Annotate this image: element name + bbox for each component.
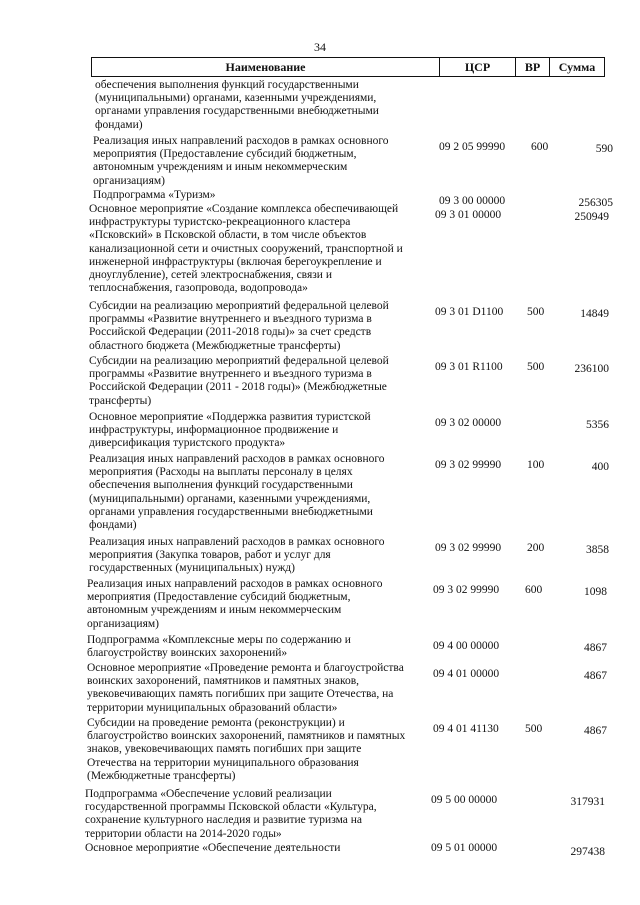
column-header-sum: Сумма (558, 59, 596, 74)
row-vr: 100 (527, 459, 545, 471)
row-vr: 500 (527, 306, 545, 318)
row-name: Подпрограмма «Обеспечение условий реализации государственной программы Псковской области «Культура, сохранение культурного наследия и развитие туризма на территории области на 2014-2020 годы» (85, 788, 377, 840)
row-name: обеспечения выполнения функций государственными (муниципальными) органами, казенными учреждениями, органами управления государственными внебюджетными фондами) (95, 79, 379, 131)
row-sum: 590 (595, 143, 613, 155)
row-name: Подпрограмма «Туризм» (93, 189, 216, 201)
row-name: Реализация иных направлений расходов в рамках основного мероприятия (Предоставление субсидий бюджетным, автономным учреждениям и иным некоммерческим организациям) (87, 578, 383, 630)
row-csr: 09 4 01 00000 (433, 668, 500, 680)
row-sum: 250949 (574, 211, 609, 223)
column-header-csr: ЦСР (440, 58, 516, 76)
row-sum: 1098 (584, 586, 607, 598)
row-vr: 600 (531, 141, 549, 153)
row-sum: 317931 (570, 796, 605, 808)
row-sum: 4867 (584, 642, 607, 654)
row-sum: 14849 (580, 308, 609, 320)
row-name: Основное мероприятие «Проведение ремонта и благоустройства воинских захоронений, памятников и памятных знаков, увековечивающих память погибших при защите Отечества, на территории муниципальных образований области» (87, 662, 404, 714)
row-csr: 09 3 01 R1100 (435, 361, 503, 373)
row-name: Субсидии на проведение ремонта (реконструкции) и благоустройство воинских захоронений, памятников и памятных знаков, увековечивающих память погибших при защите Отечества на территории муниципального образования (Межбюджетные трансферты) (87, 717, 406, 782)
row-name: Субсидии на реализацию мероприятий федеральной целевой программы «Развитие внутреннего и въездного туризма в Российской Федерации (2011-2018 годы)» за счет средств областного бюджета (Межбюджетные трансферты) (89, 300, 389, 352)
row-name: Основное мероприятие «Поддержка развития туристской инфраструктуры, информационное продвижение и диверсификация туристского продукта» (89, 411, 371, 450)
row-csr: 09 3 00 00000 (439, 195, 506, 207)
row-csr: 09 3 01 D1100 (435, 306, 504, 318)
page-number: 34 (314, 40, 326, 54)
row-csr: 09 5 01 00000 (431, 842, 498, 854)
row-vr: 500 (525, 723, 543, 735)
column-header-vr: ВР (516, 58, 550, 76)
row-sum: 4867 (584, 725, 607, 737)
row-csr: 09 4 00 00000 (433, 640, 500, 652)
row-csr: 09 5 00 00000 (431, 794, 498, 806)
row-vr: 200 (527, 542, 545, 554)
row-vr: 500 (527, 361, 545, 373)
row-vr: 600 (525, 584, 543, 596)
row-csr: 09 3 02 99990 (433, 584, 500, 596)
table-header (91, 57, 605, 77)
row-name: Основное мероприятие «Обеспечение деятельности (85, 842, 341, 854)
row-sum: 400 (591, 461, 609, 473)
row-csr: 09 3 01 00000 (435, 209, 502, 221)
column-header-name: Наименование (92, 58, 440, 76)
row-name: Реализация иных направлений расходов в рамках основного мероприятия (Закупка товаров, работ и услуг для государственных (муниципальных) нужд) (89, 536, 385, 575)
row-sum: 256305 (578, 197, 613, 209)
row-sum: 5356 (586, 419, 609, 431)
row-name: Подпрограмма «Комплексные меры по содержанию и благоустройству воинских захоронений» (87, 634, 351, 660)
row-name: Реализация иных направлений расходов в рамках основного мероприятия (Расходы на выплаты персоналу в целях обеспечения выполнения функций государственными (муниципальными) органами, казенными учреждениями, органами управления государственными внебюджетными фондами) (89, 453, 385, 532)
row-csr: 09 3 02 00000 (435, 417, 502, 429)
row-csr: 09 3 02 99990 (435, 459, 502, 471)
row-name: Реализация иных направлений расходов в рамках основного мероприятия (Предоставление субсидий бюджетным, автономным учреждениям и иным некоммерческим организациям) (93, 135, 389, 187)
row-sum: 297438 (570, 846, 605, 858)
row-csr: 09 2 05 99990 (439, 141, 506, 153)
row-sum: 236100 (574, 363, 609, 375)
row-name: Субсидии на реализацию мероприятий федеральной целевой программы «Развитие внутреннего и въездного туризма в Российской Федерации (2011 - 2018 годы)» (Межбюджетные трансферты) (89, 355, 389, 407)
row-sum: 3858 (586, 544, 609, 556)
row-csr: 09 4 01 41130 (433, 723, 499, 735)
row-sum: 4867 (584, 670, 607, 682)
row-name: Основное мероприятие «Создание комплекса обеспечивающей инфраструктуры туристско-рекреационного кластера «Псковский» в Псковской области, в том числе объектов канализационной сети и очистных сооружений, транспортной и инженерной инфраструктуры (включая берегоукрепление и дноуглубление), сетей электроснабжения, связи и теплоснабжения, газопровода, водопровода» (89, 203, 403, 295)
row-csr: 09 3 02 99990 (435, 542, 502, 554)
